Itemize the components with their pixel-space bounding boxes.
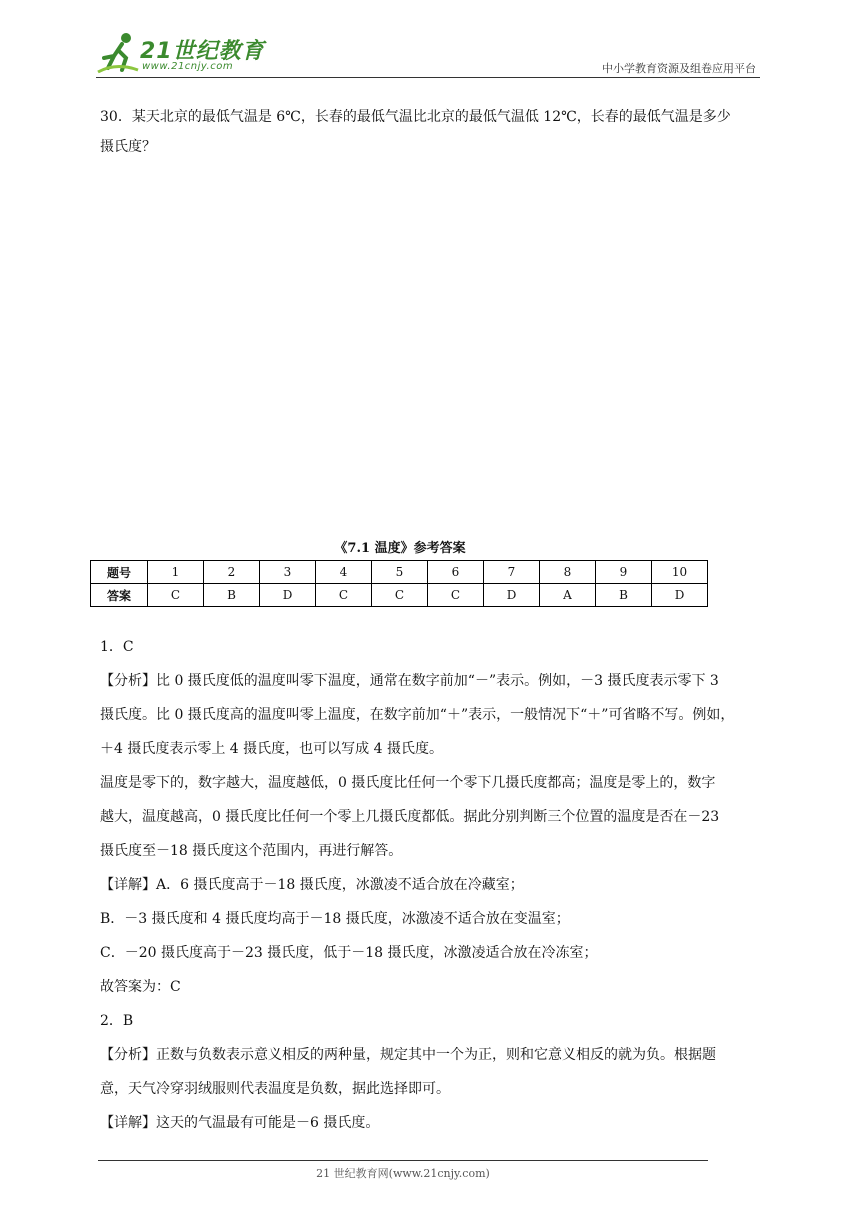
solution-line: 【详解】这天的气温最有可能是－6 摄氏度。: [100, 1115, 380, 1131]
page-footer: 21 世纪教育网(www.21cnjy.com): [316, 1167, 490, 1180]
solutions: [100, 630, 764, 1140]
number-cell: 10: [652, 561, 708, 584]
solution-line: 【分析】比 0 摄氏度低的温度叫零下温度，通常在数字前加“－”表示。例如，－3 摄氏度表示零下 3: [100, 673, 719, 689]
number-cell: 4: [316, 561, 372, 584]
header-label-cell: 题号: [91, 561, 148, 584]
table-row-numbers: [91, 561, 708, 584]
answer-key-title: 《7.1 温度》参考答案: [334, 541, 466, 556]
page-header: [96, 30, 760, 80]
answer-cell: C: [316, 584, 372, 607]
number-cell: 9: [596, 561, 652, 584]
answer-cell: C: [372, 584, 428, 607]
answer-cell: C: [148, 584, 204, 607]
answer-cell: D: [652, 584, 708, 607]
platform-name: 中小学教育资源及组卷应用平台: [602, 62, 756, 75]
answer-cell: C: [428, 584, 484, 607]
question-30: [100, 102, 764, 162]
solution-line: 温度是零下的，数字越大，温度越低，0 摄氏度比任何一个零下几摄氏度都高；温度是零上的，数字: [100, 775, 716, 791]
number-cell: 8: [540, 561, 596, 584]
solution-line: 故答案为：C: [100, 979, 181, 995]
logo: [96, 30, 266, 78]
answer-cell: D: [484, 584, 540, 607]
answer-cell: A: [540, 584, 596, 607]
answer-cell: D: [260, 584, 316, 607]
runner-logo-icon: [96, 30, 140, 76]
question-30-line-1: 30．某天北京的最低气温是 6℃，长春的最低气温比北京的最低气温低 12℃，长春的最低气温是多少: [100, 109, 731, 125]
solution-line: 摄氏度至－18 摄氏度这个范围内，再进行解答。: [100, 843, 403, 859]
number-cell: 2: [204, 561, 260, 584]
solution-line: C．－20 摄氏度高于－23 摄氏度，低于－18 摄氏度，冰激凌适合放在冷冻室；: [100, 945, 598, 961]
number-cell: 1: [148, 561, 204, 584]
answer-key-table: [90, 560, 708, 607]
solution-line: 意，天气冷穿羽绒服则代表温度是负数，据此选择即可。: [100, 1081, 450, 1097]
footer-divider: [98, 1160, 708, 1161]
solution-line: 【详解】A．6 摄氏度高于－18 摄氏度，冰激凌不适合放在冷藏室；: [100, 877, 524, 893]
solution-line: 2．B: [100, 1013, 134, 1029]
logo-url: www.21cnjy.com: [142, 61, 234, 72]
solution-line: 1．C: [100, 639, 134, 655]
solution-line: ＋4 摄氏度表示零上 4 摄氏度，也可以写成 4 摄氏度。: [100, 741, 443, 757]
solution-line: B．－3 摄氏度和 4 摄氏度均高于－18 摄氏度，冰激凌不适合放在变温室；: [100, 911, 570, 927]
answer-cell: B: [596, 584, 652, 607]
number-cell: 7: [484, 561, 540, 584]
number-cell: 3: [260, 561, 316, 584]
number-cell: 6: [428, 561, 484, 584]
solution-line: 【分析】正数与负数表示意义相反的两种量，规定其中一个为正，则和它意义相反的就为负。根据题: [100, 1047, 716, 1063]
answer-label-cell: 答案: [91, 584, 148, 607]
table-row-answers: [91, 584, 708, 607]
number-cell: 5: [372, 561, 428, 584]
question-30-line-2: 摄氏度？: [100, 139, 156, 155]
solution-line: 摄氏度。比 0 摄氏度高的温度叫零上温度，在数字前加“＋”表示，一般情况下“＋”可省略不写。例如，: [100, 707, 735, 723]
header-divider: [96, 77, 760, 78]
answer-cell: B: [204, 584, 260, 607]
solution-line: 越大，温度越高，0 摄氏度比任何一个零上几摄氏度都低。据此分别判断三个位置的温度是否在－23: [100, 809, 720, 825]
logo-text: 21世纪教育: [140, 39, 265, 64]
